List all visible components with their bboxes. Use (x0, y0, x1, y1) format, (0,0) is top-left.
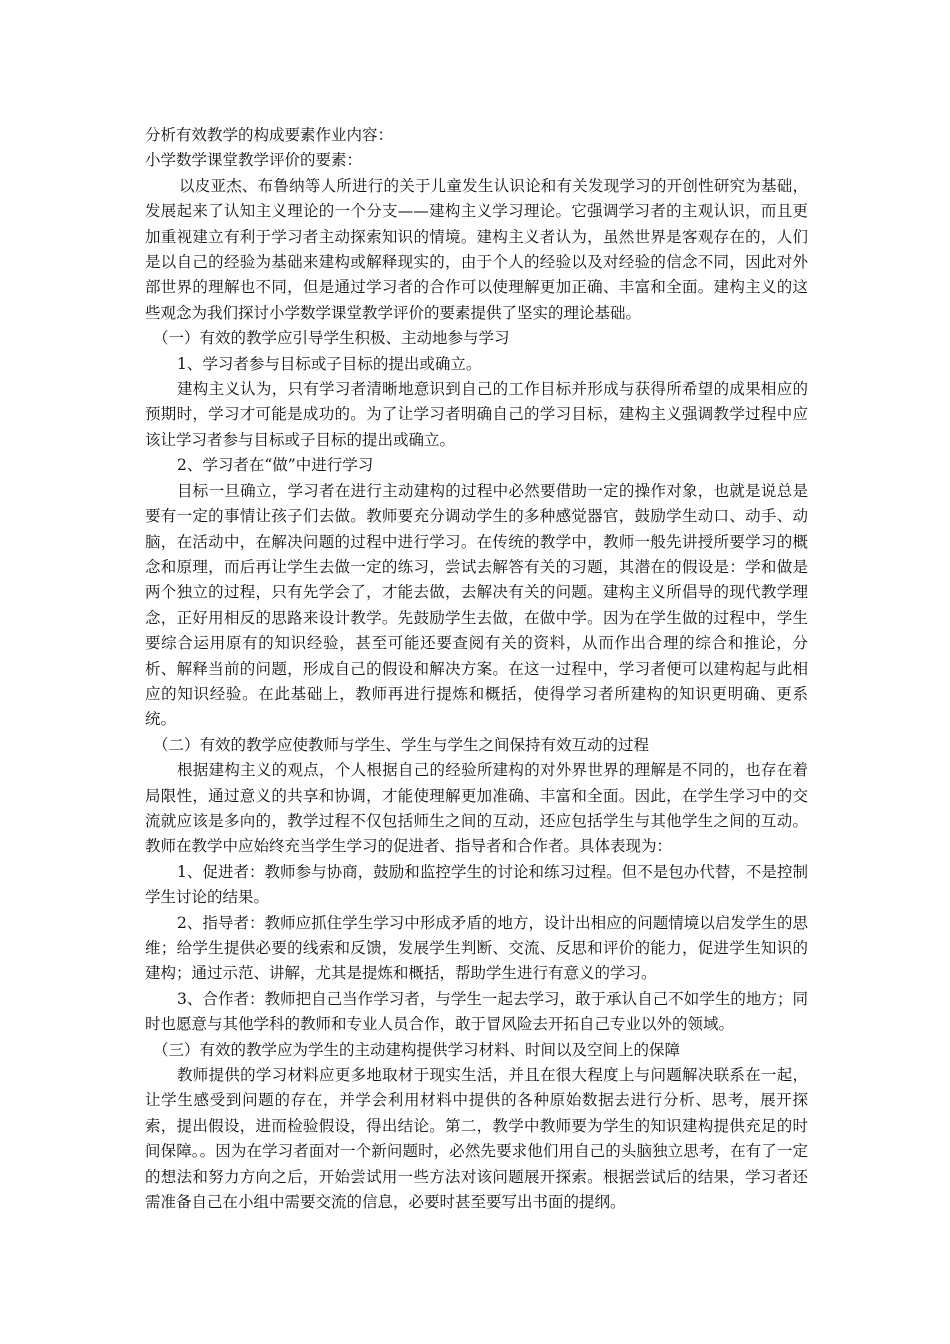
section-2-role-guide: 2、指导者：教师应抓住学生学习中形成矛盾的地方，设计出相应的问题情境以启发学生的思维；给学生提供必要的线索和反馈，发展学生判断、交流、反思和评价的能力，促进学生知识的建构；通过示范、讲解，尤其是提炼和概括，帮助学生进行有意义的学习。 (145, 913, 808, 983)
intro-paragraph: 以皮亚杰、布鲁纳等人所进行的关于儿童发生认识论和有关发现学习的开创性研究为基础，发展起来了认知主义理论的一个分支——建构主义学习理论。它强调学习者的主观认识，而且更加重视建立有利于学习者主动探索知识的情境。建构主义者认为，虽然世界是客观存在的，人们是以自己的经验为基础来建构或解释现实的，由于个人的经验以及对经验的信念不同，因此对外部世界的理解也不同，但是通过学习者的合作可以使理解更加正确、丰富和全面。建构主义的这些观念为我们探讨小学数学课堂教学评价的要素提供了坚实的理论基础。 (145, 176, 808, 322)
section-2-body: 根据建构主义的观点，个人根据自己的经验所建构的对外界世界的理解是不同的，也存在着局限性，通过意义的共享和协调，才能使理解更加准确、丰富和全面。因此，在学生学习中的交流就应该是多向的，教学过程不仅包括师生之间的互动，还应包括学生与其他学生之间的互动。教师在教学中应始终充当学生学习的促进者、指导者和合作者。具体表现为： (145, 761, 808, 856)
document-page (145, 123, 808, 1215)
section-2-heading: （二）有效的教学应使教师与学生、学生与学生之间保持有效互动的过程 (153, 735, 650, 754)
section-1-heading: （一）有效的教学应引导学生积极、主动地参与学习 (153, 329, 510, 348)
doc-subtitle: 小学数学课堂教学评价的要素： (145, 151, 363, 170)
section-3-body: 教师提供的学习材料应更多地取材于现实生活，并且在很大程度上与问题解决联系在一起，让学生感受到问题的存在，并学会利用材料中提供的各种原始数据去进行分析、思考，展开探索，提出假设，进而检验假设，得出结论。第二，教学中教师要为学生的知识建构提供充足的时间保障。。因为在学习者面对一个新问题时，必然先要求他们用自己的头脑独立思考，在有了一定的想法和努力方向之后，开始尝试用一些方法对该问题展开探索。根据尝试后的结果，学习者还需准备自己在小组中需要交流的信息，必要时甚至要写出书面的提纲。 (145, 1066, 808, 1212)
section-1-item-1-heading: 1、学习者参与目标或子目标的提出或确立。 (177, 354, 482, 373)
doc-title: 分析有效教学的构成要素作业内容： (145, 126, 394, 144)
section-3-heading: （三）有效的教学应为学生的主动建构提供学习材料、时间以及空间上的保障 (153, 1040, 681, 1059)
section-1-item-1-body: 建构主义认为，只有学习者清晰地意识到自己的工作目标并形成与获得所希望的成果相应的预期时，学习才可能是成功的。为了让学习者明确自己的学习目标，建构主义强调教学过程中应该让学习者参与目标或子目标的提出或确立。 (145, 380, 808, 449)
section-1-item-2-heading: 2、学习者在“做”中进行学习 (177, 456, 374, 475)
section-2-role-collaborator: 3、合作者：教师把自己当作学习者，与学生一起去学习，敢于承认自己不如学生的地方；同时也愿意与其他学科的教师和专业人员合作，敢于冒风险去开拓自己专业以外的领域。 (145, 989, 808, 1034)
section-1-item-2-body: 目标一旦确立，学习者在进行主动建构的过程中必然要借助一定的操作对象，也就是说总是要有一定的事情让孩子们去做。教师要充分调动学生的多种感觉器官，鼓励学生动口、动手、动脑，在活动中，在解决问题的过程中进行学习。在传统的教学中，教师一般先讲授所要学习的概念和原理，而后再让学生去做一定的练习，尝试去解答有关的习题，其潜在的假设是：学和做是两个独立的过程，只有先学会了，才能去做，去解决有关的问题。建构主义所倡导的现代教学理念，正好用相反的思路来设计教学。先鼓励学生去做，在做中学。因为在学生做的过程中，学生要综合运用原有的知识经验，甚至可能还要查阅有关的资料，从而作出合理的综合和推论，分析、解释当前的问题，形成自己的假设和解决方案。在这一过程中，学习者便可以建构起与此相应的知识经验。在此基础上，教师再进行提炼和概括，使得学习者所建构的知识更明确、更系统。 (145, 481, 808, 729)
section-2-role-promoter: 1、促进者：教师参与协商，鼓励和监控学生的讨论和练习过程。但不是包办代替，不是控制学生讨论的结果。 (145, 862, 808, 907)
